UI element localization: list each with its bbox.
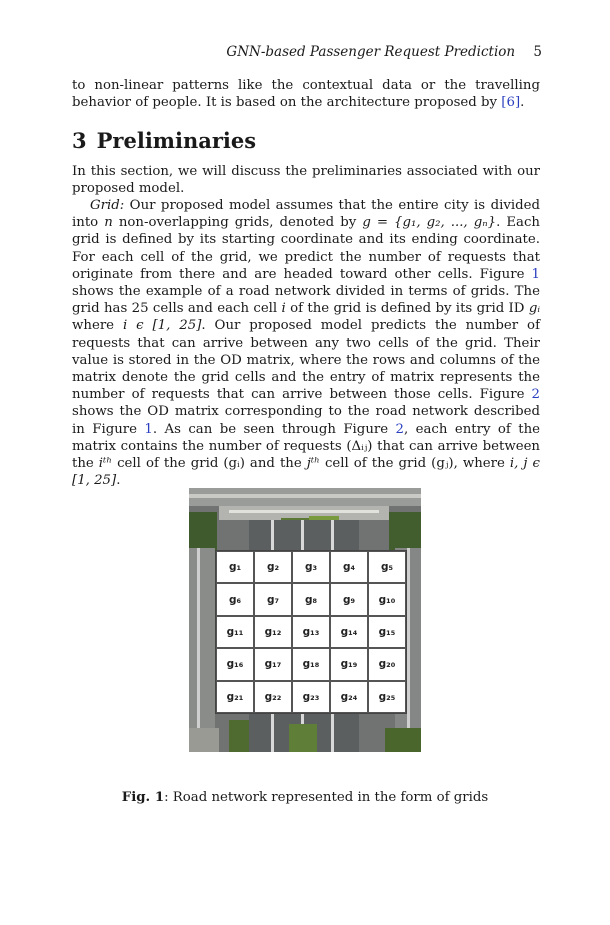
grid-text: cell of the grid (gⱼ), where xyxy=(319,456,510,472)
grid-cell: g₂₃ xyxy=(292,681,330,713)
grid-text: Our proposed model assumes that the entire city is divided into xyxy=(72,198,540,231)
grid-cell: g₂₂ xyxy=(254,681,292,713)
caption-text: : Road network represented in the form of grids xyxy=(164,790,489,805)
grid-cell: g₂ xyxy=(254,551,292,583)
grid-text: non-overlapping grids, denoted by xyxy=(112,215,363,231)
intro-paragraph xyxy=(72,77,540,111)
preliminaries-intro: In this section, we will discuss the preliminaries associated with our proposed model. xyxy=(72,164,540,197)
grid-text: . xyxy=(116,473,121,489)
grid-cell: g₂₅ xyxy=(368,681,406,713)
grid-cell: g₁₃ xyxy=(292,616,330,648)
road-network-figure xyxy=(189,488,421,752)
grid-cell: g₂₁ xyxy=(216,681,254,713)
grid-cell: g₁₄ xyxy=(330,616,368,648)
section-number: 3 xyxy=(72,128,87,153)
grid-cell: g₃ xyxy=(292,551,330,583)
grid-overlay xyxy=(215,550,407,714)
grid-text: where xyxy=(72,318,123,334)
grid-cell: g₇ xyxy=(254,583,292,615)
citation-link[interactable]: [6] xyxy=(501,95,521,111)
math-jth: jᵗʰ xyxy=(306,456,320,472)
caption-label: Fig. 1 xyxy=(121,790,165,805)
running-head-title: GNN-based Passenger Request Prediction xyxy=(226,44,516,60)
math-n: n xyxy=(104,215,113,231)
grid-cell: g₁₁ xyxy=(216,616,254,648)
grid-cell: g₁₅ xyxy=(368,616,406,648)
grid-cell: g₁ xyxy=(216,551,254,583)
intro-text-end: . xyxy=(520,95,525,111)
math-gi: gᵢ xyxy=(528,301,540,317)
grid-cell: g₁₀ xyxy=(368,583,406,615)
grid-text: shows the OD matrix corresponding to the road network described in Figure xyxy=(72,404,540,437)
section-title: Preliminaries xyxy=(96,128,257,153)
grid-text: . As can be seen through Figure xyxy=(152,421,396,437)
grid-cell: g₂₀ xyxy=(368,648,406,680)
grid-cell: g₆ xyxy=(216,583,254,615)
grid-cell: g₉ xyxy=(330,583,368,615)
grid-cell: g₈ xyxy=(292,583,330,615)
math-set: g = {g₁, g₂, ..., gₙ} xyxy=(362,215,497,231)
grid-text: of the grid is defined by its grid ID xyxy=(285,301,529,317)
grid-text: cell of the grid (gᵢ) and the xyxy=(112,456,307,472)
grid-cell: g₁₂ xyxy=(254,616,292,648)
grid-cell: g₁₉ xyxy=(330,648,368,680)
running-head xyxy=(226,44,542,60)
grid-text: . Our proposed model predicts the number of requests that can arrive between any two cells of the grid. Their value is stored in the OD matrix, where the rows and columns of the matrix denote the grid cells and the entry of matrix represents the number of requests that can arrive between those cells. Figure xyxy=(72,318,540,403)
grid-text: shows the example of a road network divided in terms of grids. The grid has 25 cells and each cell xyxy=(72,284,540,317)
figure-ref-link[interactable]: 2 xyxy=(395,421,404,437)
grid-cell: g₄ xyxy=(330,551,368,583)
math-range: i, j ϵ [1, 25] xyxy=(72,456,540,489)
grid-cell: g₁₈ xyxy=(292,648,330,680)
intro-text: to non-linear patterns like the contextual data or the travelling behavior of people. It is based on the architecture proposed by xyxy=(72,78,540,111)
grid-label: Grid: xyxy=(90,198,125,213)
figure-caption xyxy=(0,790,610,805)
figure-ref-link[interactable]: 1 xyxy=(531,266,540,282)
grid-paragraph xyxy=(72,197,540,489)
grid-cell: g₁₇ xyxy=(254,648,292,680)
grid-cell: g₅ xyxy=(368,551,406,583)
page-number: 5 xyxy=(533,44,542,60)
math-range: i ϵ [1, 25] xyxy=(122,318,202,334)
grid-text: , each entry of the matrix contains the number of requests (Δᵢⱼ) that can arrive between the xyxy=(72,421,541,472)
figure-ref-link[interactable]: 1 xyxy=(144,421,153,437)
grid-cell: g₂₄ xyxy=(330,681,368,713)
section-heading xyxy=(72,128,256,153)
math-i: i xyxy=(281,301,286,317)
grid-cell: g₁₆ xyxy=(216,648,254,680)
grid-text: . Each grid is defined by its starting coordinate and its ending coordinate. For each cell of the grid, we predict the number of requests that originate from there and are headed toward other cells. Figure xyxy=(72,215,540,282)
figure-ref-link[interactable]: 2 xyxy=(531,387,540,403)
math-ith: iᵗʰ xyxy=(98,456,113,472)
